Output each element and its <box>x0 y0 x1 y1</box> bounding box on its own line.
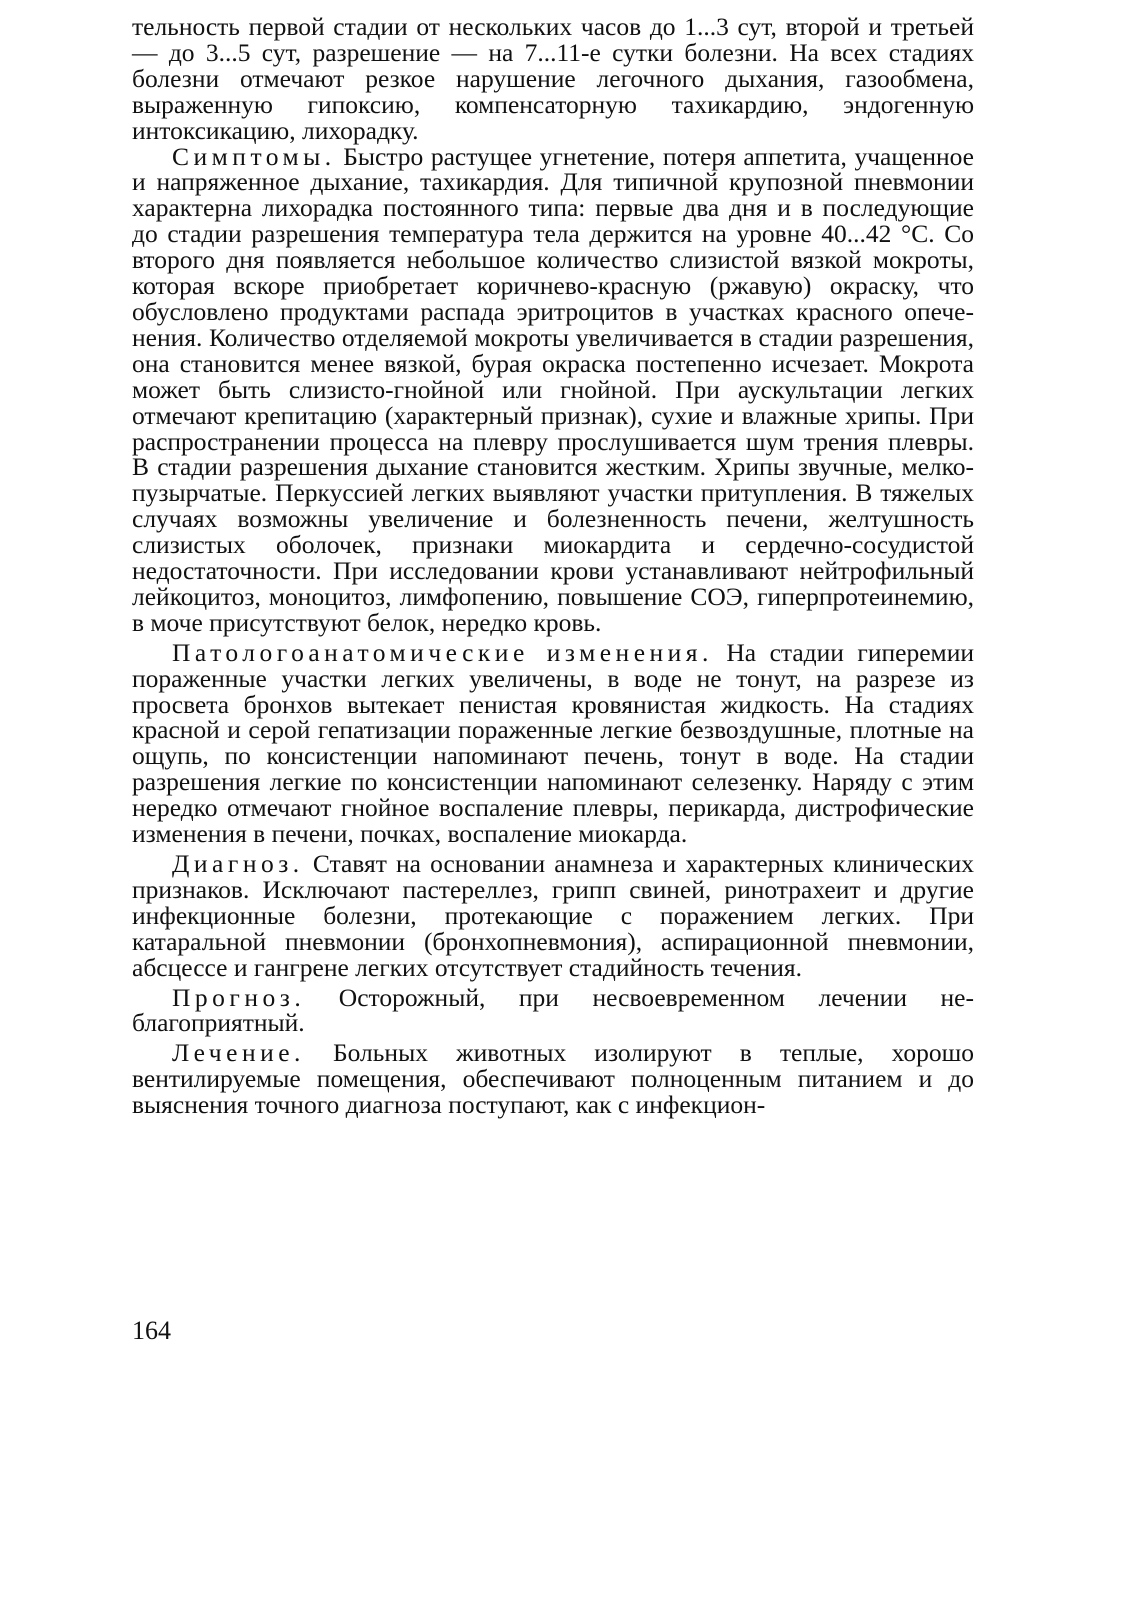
paragraph-diagnosis <box>132 851 974 981</box>
paragraph-text: На стадии гиперемии пораженные участки легких увеличены, в воде не тонут, на разрезе из просвета бронхов вытекает пенистая кровянистая жидкость. На стадиях красной и серой гепатизации пораженные легкие безвоздушные, плотные на ощупь, по консистенции напоминают печень, тонут в воде. На стадии разрешения легкие по консистенции напоминают селезенку. Наряду с этим нередко отмечают гнойное воспаление плевры, перикарда, дистрофические изменения в печени, почках, воспаление миокарда. <box>132 637 974 849</box>
paragraph-text: Больных животных изолируют в теплые, хорошо вентилируемые помещения, обеспечивают полноценным питанием и до выяснения точного диагноза поступают, как с инфекцион- <box>132 1038 974 1120</box>
paragraph-symptoms <box>132 141 974 637</box>
body-text <box>132 14 974 1118</box>
section-heading-treatment: Лечение. <box>172 1038 305 1068</box>
section-heading-pathology: Патологоанатомические изменения. <box>172 637 713 667</box>
section-heading-symptoms: Симптомы. <box>172 141 336 171</box>
paragraph-pathology <box>132 637 974 849</box>
paragraph-text: Ставят на основании анамнеза и характерных клинических признаков. Исключают пастереллез, грипп свиней, ринотрахеит и другие инфекционные болезни, протекающие с поражением легких. При катаральной пневмонии (бронхопневмония), аспирационной пневмонии, абсцессе и гангрене легких отсутствует стадийность течения. <box>132 849 974 982</box>
paragraph-treatment <box>132 1040 974 1118</box>
paragraph-prognosis <box>132 982 974 1038</box>
section-heading-prognosis: Прогноз. <box>172 982 306 1012</box>
page-number: 164 <box>132 1316 171 1345</box>
paragraph-text: Быстро растущее угнетение, потеря аппетита, учащенное и напряженное дыхание, тахикардия. Для типичной крупозной пневмонии характерна лихорадка постоянного типа: первые два дня и в последующие до стадии разрешения температура тела держится на уровне 40...42 °С. Со второго дня появляется небольшое количество слизистой вязкой мокроты, которая вскоре приобретает коричнево-красную (ржавую) окраску, что обусловлено продуктами распада эритроцитов в участках красного опеченения. Количество отделяемой мокроты увеличивается в стадии разрешения, она становится менее вязкой, бурая окраска постепенно исчезает. Мокрота может быть слизисто-гнойной или гнойной. При аускультации легких отмечают крепитацию (характерный признак), сухие и влажные хрипы. При распространении процесса на плевру прослушивается шум трения плевры. В стадии разрешения дыхание становится жестким. Хрипы звучные, мелкопузырчатые. Перкуссией легких выявляют участки притупления. В тяжелых случаях возможны увеличение и болезненность печени, желтушность слизистых оболочек, признаки миокардита и сердечно-сосудистой недостаточности. При исследовании крови устанавливают нейтрофильный лейкоцитоз, моноцитоз, лимфопению, повышение СОЭ, гиперпротеинемию, в моче присутствуют белок, нередко кровь. <box>132 141 974 637</box>
paragraph-text: тельность первой стадии от нескольких часов до 1...3 сут, второй и третьей — до 3...5 сут, разрешение — на 7...11-е сутки болезни. На всех стадиях болезни отмечают резкое нарушение легочного дыхания, газообмена, выраженную гипоксию, компенсаторную тахикардию, эндогенную интоксикацию, лихорадку. <box>132 12 974 145</box>
paragraph-text: Осторожный, при несвоевременном лечении неблагоприятный. <box>132 982 974 1038</box>
section-heading-diagnosis: Диагноз. <box>172 849 304 878</box>
paragraph-continuation <box>132 14 974 144</box>
